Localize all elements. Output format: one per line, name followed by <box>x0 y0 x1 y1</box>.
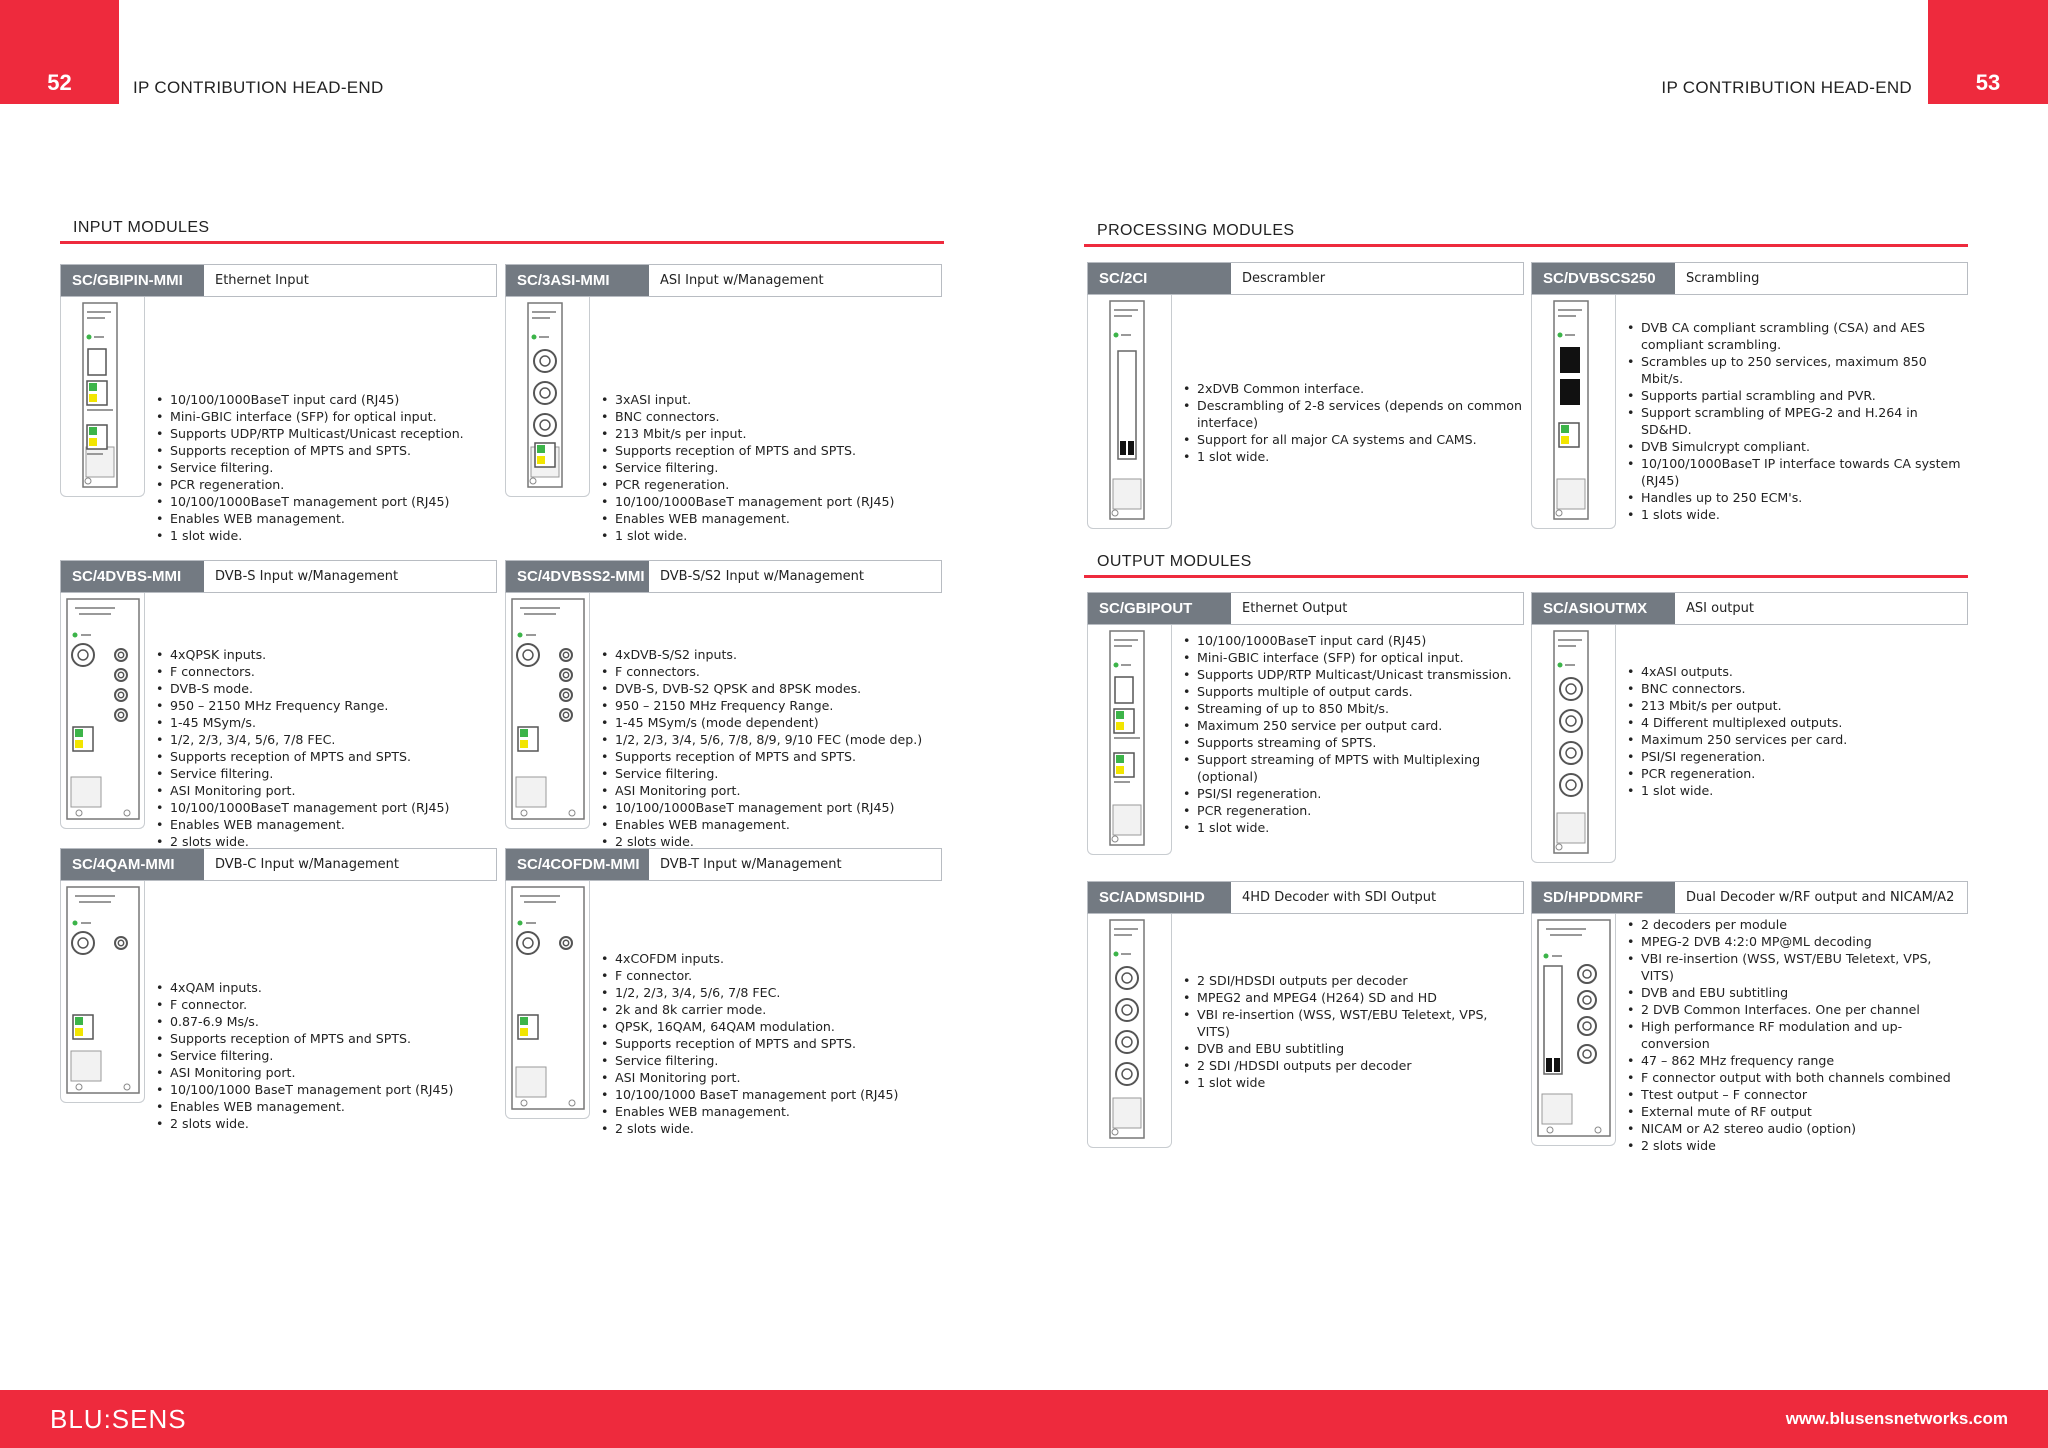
feature-list <box>1627 916 1968 1154</box>
feature-item: • Maximum 250 services per card. <box>1627 731 1968 748</box>
feature-item: • 10/100/1000 BaseT management port (RJ45) <box>601 1086 942 1103</box>
card-illustration <box>1531 625 1616 863</box>
feature-item: • 4xDVB-S/S2 inputs. <box>601 646 942 663</box>
feature-item: • Service filtering. <box>156 1047 497 1064</box>
feature-item: • 0.87-6.9 Ms/s. <box>156 1013 497 1030</box>
module-code: SC/4DVBSS2-MMI <box>506 561 649 592</box>
right-page-number: 53 <box>1928 0 2048 104</box>
feature-item: • 2 SDI/HDSDI outputs per decoder <box>1183 972 1524 989</box>
feature-item: • 10/100/1000BaseT management port (RJ45) <box>601 493 942 510</box>
module-code: SC/4QAM-MMI <box>61 849 204 880</box>
card-drawing <box>506 881 591 1119</box>
feature-item: • Support scrambling of MPEG-2 and H.264 in SD&HD. <box>1627 404 1968 438</box>
card-drawing <box>61 593 146 829</box>
feature-item: • Supports multiple of output cards. <box>1183 683 1524 700</box>
card-illustration <box>1087 914 1172 1148</box>
feature-item: • DVB and EBU subtitling <box>1627 984 1968 1001</box>
feature-item: • 2xDVB Common interface. <box>1183 380 1524 397</box>
card-illustration <box>505 297 590 497</box>
feature-item: • High performance RF modulation and up-conversion <box>1627 1018 1968 1052</box>
feature-item: • 2 DVB Common Interfaces. One per channel <box>1627 1001 1968 1018</box>
feature-item: • 2 slots wide. <box>601 1120 942 1137</box>
card-drawing <box>1532 295 1617 529</box>
card-illustration <box>60 593 145 829</box>
module-code: SC/4COFDM-MMI <box>506 849 649 880</box>
feature-item: • Descrambling of 2-8 services (depends on common interface) <box>1183 397 1524 431</box>
feature-item: • 1/2, 2/3, 3/4, 5/6, 7/8 FEC. <box>601 984 942 1001</box>
feature-list <box>156 979 497 1132</box>
module-header <box>1531 592 1968 625</box>
section-title-output: OUTPUT MODULES <box>1097 553 1252 570</box>
feature-item: • DVB-S, DVB-S2 QPSK and 8PSK modes. <box>601 680 942 697</box>
feature-item: • Streaming of up to 850 Mbit/s. <box>1183 700 1524 717</box>
feature-item: • Maximum 250 service per output card. <box>1183 717 1524 734</box>
feature-item: • VBI re-insertion (WSS, WST/EBU Teletext, VPS, VITS) <box>1627 950 1968 984</box>
feature-item: • F connectors. <box>156 663 497 680</box>
module-sc-asioutmx <box>1531 592 1968 798</box>
feature-item: • Supports streaming of SPTS. <box>1183 734 1524 751</box>
module-sc-gbipin-mmi <box>60 264 497 543</box>
feature-item: • 1 slot wide. <box>156 527 497 544</box>
module-code: SC/GBIPOUT <box>1088 593 1231 624</box>
module-sc-3asi-mmi <box>505 264 942 543</box>
module-header <box>60 264 497 297</box>
section-rule-output <box>1084 575 1968 578</box>
module-header <box>1531 262 1968 295</box>
feature-list <box>156 391 497 544</box>
module-code: SC/DVBSCS250 <box>1532 263 1675 294</box>
section-rule-processing <box>1084 244 1968 247</box>
feature-item: • 4xCOFDM inputs. <box>601 950 942 967</box>
feature-item: • 213 Mbit/s per output. <box>1627 697 1968 714</box>
feature-item: • PCR regeneration. <box>1183 802 1524 819</box>
feature-item: • BNC connectors. <box>1627 680 1968 697</box>
module-header <box>1087 881 1524 914</box>
card-drawing <box>506 297 591 497</box>
feature-item: • Enables WEB management. <box>156 1098 497 1115</box>
left-running-title: IP CONTRIBUTION HEAD-END <box>133 78 384 97</box>
feature-item: • 2 slots wide <box>1627 1137 1968 1154</box>
feature-item: • Mini-GBIC interface (SFP) for optical input. <box>156 408 497 425</box>
module-code: SD/HPDDMRF <box>1532 882 1675 913</box>
feature-item: • Supports partial scrambling and PVR. <box>1627 387 1968 404</box>
feature-item: • MPEG2 and MPEG4 (H264) SD and HD <box>1183 989 1524 1006</box>
module-name: DVB-T Input w/Management <box>649 849 941 880</box>
feature-item: • 1 slots wide. <box>1627 506 1968 523</box>
feature-item: • Service filtering. <box>156 459 497 476</box>
feature-list <box>1183 632 1524 836</box>
feature-item: • Service filtering. <box>601 459 942 476</box>
feature-item: • 10/100/1000 BaseT management port (RJ45) <box>156 1081 497 1098</box>
feature-item: • 2 slots wide. <box>156 833 497 850</box>
feature-item: • Enables WEB management. <box>601 816 942 833</box>
feature-item: • PSI/SI regeneration. <box>1183 785 1524 802</box>
footer-bar <box>0 1390 2048 1448</box>
module-header <box>1531 881 1968 914</box>
feature-item: • PCR regeneration. <box>156 476 497 493</box>
feature-item: • Supports reception of MPTS and SPTS. <box>601 1035 942 1052</box>
feature-item: • 10/100/1000BaseT management port (RJ45) <box>156 799 497 816</box>
module-name: Ethernet Output <box>1231 593 1523 624</box>
feature-item: • 3xASI input. <box>601 391 942 408</box>
feature-item: • F connector. <box>156 996 497 1013</box>
feature-item: • QPSK, 16QAM, 64QAM modulation. <box>601 1018 942 1035</box>
feature-list <box>1627 319 1968 523</box>
module-code: SC/ADMSDIHD <box>1088 882 1231 913</box>
feature-item: • 4xQPSK inputs. <box>156 646 497 663</box>
website-link[interactable]: www.blusensnetworks.com <box>1785 1409 2008 1428</box>
feature-item: • 47 – 862 MHz frequency range <box>1627 1052 1968 1069</box>
feature-item: • Supports reception of MPTS and SPTS. <box>601 442 942 459</box>
feature-item: • ASI Monitoring port. <box>601 1069 942 1086</box>
module-name: DVB-C Input w/Management <box>204 849 496 880</box>
card-drawing <box>1532 625 1617 863</box>
feature-item: • ASI Monitoring port. <box>601 782 942 799</box>
feature-item: • 2k and 8k carrier mode. <box>601 1001 942 1018</box>
feature-item: • 950 – 2150 MHz Frequency Range. <box>601 697 942 714</box>
module-header <box>1087 592 1524 625</box>
feature-item: • 1 slot wide <box>1183 1074 1524 1091</box>
feature-item: • ASI Monitoring port. <box>156 782 497 799</box>
feature-item: • 4 Different multiplexed outputs. <box>1627 714 1968 731</box>
module-code: SC/4DVBS-MMI <box>61 561 204 592</box>
feature-item: • F connector output with both channels combined <box>1627 1069 1968 1086</box>
feature-item: • Enables WEB management. <box>601 510 942 527</box>
feature-item: • Supports reception of MPTS and SPTS. <box>156 1030 497 1047</box>
feature-item: • 1-45 MSym/s. <box>156 714 497 731</box>
feature-item: • 4xQAM inputs. <box>156 979 497 996</box>
module-sc-4cofdm-mmi <box>505 848 942 1136</box>
module-sc-dvbscs250 <box>1531 262 1968 522</box>
feature-item: • Supports reception of MPTS and SPTS. <box>601 748 942 765</box>
feature-item: • Supports UDP/RTP Multicast/Unicast reception. <box>156 425 497 442</box>
module-sd-hpddmrf <box>1531 881 1968 1153</box>
feature-item: • 1-45 MSym/s (mode dependent) <box>601 714 942 731</box>
card-illustration <box>505 593 590 829</box>
module-name: ASI output <box>1675 593 1967 624</box>
feature-item: • 10/100/1000BaseT management port (RJ45) <box>601 799 942 816</box>
module-sc-4dvbss2-mmi <box>505 560 942 849</box>
feature-item: • Enables WEB management. <box>601 1103 942 1120</box>
feature-item: • Service filtering. <box>156 765 497 782</box>
card-illustration <box>60 881 145 1103</box>
blusens-logo: BLU:SENS <box>50 1404 187 1434</box>
card-illustration <box>1531 914 1616 1146</box>
feature-item: • Support streaming of MPTS with Multiplexing (optional) <box>1183 751 1524 785</box>
feature-list <box>601 950 942 1137</box>
feature-item: • 1 slot wide. <box>1183 448 1524 465</box>
feature-list <box>601 646 942 850</box>
module-code: SC/2CI <box>1088 263 1231 294</box>
card-illustration <box>1087 295 1172 529</box>
feature-item: • 10/100/1000BaseT management port (RJ45) <box>156 493 497 510</box>
feature-item: • 2 slots wide. <box>156 1115 497 1132</box>
feature-item: • ASI Monitoring port. <box>156 1064 497 1081</box>
module-name: ASI Input w/Management <box>649 265 941 296</box>
section-rule-input <box>60 241 944 244</box>
feature-item: • F connectors. <box>601 663 942 680</box>
feature-item: • DVB Simulcrypt compliant. <box>1627 438 1968 455</box>
feature-item: • 213 Mbit/s per input. <box>601 425 942 442</box>
feature-item: • Service filtering. <box>601 1052 942 1069</box>
module-sc-admsdihd <box>1087 881 1524 1090</box>
module-header <box>505 264 942 297</box>
feature-item: • PCR regeneration. <box>1627 765 1968 782</box>
feature-item: • Mini-GBIC interface (SFP) for optical input. <box>1183 649 1524 666</box>
feature-item: • 10/100/1000BaseT input card (RJ45) <box>1183 632 1524 649</box>
feature-item: • BNC connectors. <box>601 408 942 425</box>
feature-item: • 4xASI outputs. <box>1627 663 1968 680</box>
module-header <box>505 560 942 593</box>
module-header <box>505 848 942 881</box>
module-header <box>1087 262 1524 295</box>
card-drawing <box>1088 914 1173 1148</box>
feature-item: • 950 – 2150 MHz Frequency Range. <box>156 697 497 714</box>
feature-item: • Scrambles up to 250 services, maximum 850 Mbit/s. <box>1627 353 1968 387</box>
feature-item: • 1 slot wide. <box>601 527 942 544</box>
module-sc-4qam-mmi <box>60 848 497 1131</box>
feature-item: • Enables WEB management. <box>156 510 497 527</box>
module-name: DVB-S/S2 Input w/Management <box>649 561 941 592</box>
feature-item: • F connector. <box>601 967 942 984</box>
feature-item: • 1/2, 2/3, 3/4, 5/6, 7/8 FEC. <box>156 731 497 748</box>
feature-item: • VBI re-insertion (WSS, WST/EBU Teletext, VPS, VITS) <box>1183 1006 1524 1040</box>
card-drawing <box>1532 914 1617 1146</box>
module-name: 4HD Decoder with SDI Output <box>1231 882 1523 913</box>
feature-item: • DVB-S mode. <box>156 680 497 697</box>
module-code: SC/ASIOUTMX <box>1532 593 1675 624</box>
module-name: DVB-S Input w/Management <box>204 561 496 592</box>
feature-item: • External mute of RF output <box>1627 1103 1968 1120</box>
module-sc-gbipout <box>1087 592 1524 835</box>
feature-list <box>1183 972 1524 1091</box>
feature-item: • MPEG-2 DVB 4:2:0 MP@ML decoding <box>1627 933 1968 950</box>
module-sc-2ci <box>1087 262 1524 464</box>
card-drawing <box>61 297 146 497</box>
card-illustration <box>1531 295 1616 529</box>
module-sc-4dvbs-mmi <box>60 560 497 849</box>
left-page-number: 52 <box>0 0 119 104</box>
feature-item: • PCR regeneration. <box>601 476 942 493</box>
module-name: Scrambling <box>1675 263 1967 294</box>
module-name: Dual Decoder w/RF output and NICAM/A2 <box>1675 882 1967 913</box>
feature-item: • Supports reception of MPTS and SPTS. <box>156 748 497 765</box>
feature-list <box>1627 663 1968 799</box>
feature-list <box>156 646 497 850</box>
card-drawing <box>61 881 146 1103</box>
right-running-title: IP CONTRIBUTION HEAD-END <box>1661 78 1912 97</box>
feature-item: • DVB CA compliant scrambling (CSA) and AES compliant scrambling. <box>1627 319 1968 353</box>
module-code: SC/3ASI-MMI <box>506 265 649 296</box>
feature-item: • 1 slot wide. <box>1183 819 1524 836</box>
section-title-input: INPUT MODULES <box>73 219 210 236</box>
feature-item: • Supports UDP/RTP Multicast/Unicast transmission. <box>1183 666 1524 683</box>
feature-item: • PSI/SI regeneration. <box>1627 748 1968 765</box>
feature-item: • NICAM or A2 stereo audio (option) <box>1627 1120 1968 1137</box>
feature-item: • 2 decoders per module <box>1627 916 1968 933</box>
card-drawing <box>1088 295 1173 529</box>
feature-item: • 1/2, 2/3, 3/4, 5/6, 7/8, 8/9, 9/10 FEC (mode dep.) <box>601 731 942 748</box>
feature-item: • DVB and EBU subtitling <box>1183 1040 1524 1057</box>
feature-list <box>601 391 942 544</box>
module-code: SC/GBIPIN-MMI <box>61 265 204 296</box>
module-header <box>60 560 497 593</box>
card-illustration <box>505 881 590 1119</box>
feature-item: • 1 slot wide. <box>1627 782 1968 799</box>
card-drawing <box>1088 625 1173 855</box>
feature-item: • Ttest output – F connector <box>1627 1086 1968 1103</box>
card-drawing <box>506 593 591 829</box>
feature-item: • Handles up to 250 ECM's. <box>1627 489 1968 506</box>
feature-list <box>1183 380 1524 465</box>
feature-item: • 10/100/1000BaseT input card (RJ45) <box>156 391 497 408</box>
section-title-processing: PROCESSING MODULES <box>1097 222 1295 239</box>
feature-item: • Enables WEB management. <box>156 816 497 833</box>
card-illustration <box>60 297 145 497</box>
module-name: Descrambler <box>1231 263 1523 294</box>
feature-item: • Service filtering. <box>601 765 942 782</box>
feature-item: • 10/100/1000BaseT IP interface towards CA system (RJ45) <box>1627 455 1968 489</box>
module-name: Ethernet Input <box>204 265 496 296</box>
card-illustration <box>1087 625 1172 855</box>
feature-item: • Supports reception of MPTS and SPTS. <box>156 442 497 459</box>
module-header <box>60 848 497 881</box>
feature-item: • Support for all major CA systems and CAMS. <box>1183 431 1524 448</box>
feature-item: • 2 slots wide. <box>601 833 942 850</box>
feature-item: • 2 SDI /HDSDI outputs per decoder <box>1183 1057 1524 1074</box>
